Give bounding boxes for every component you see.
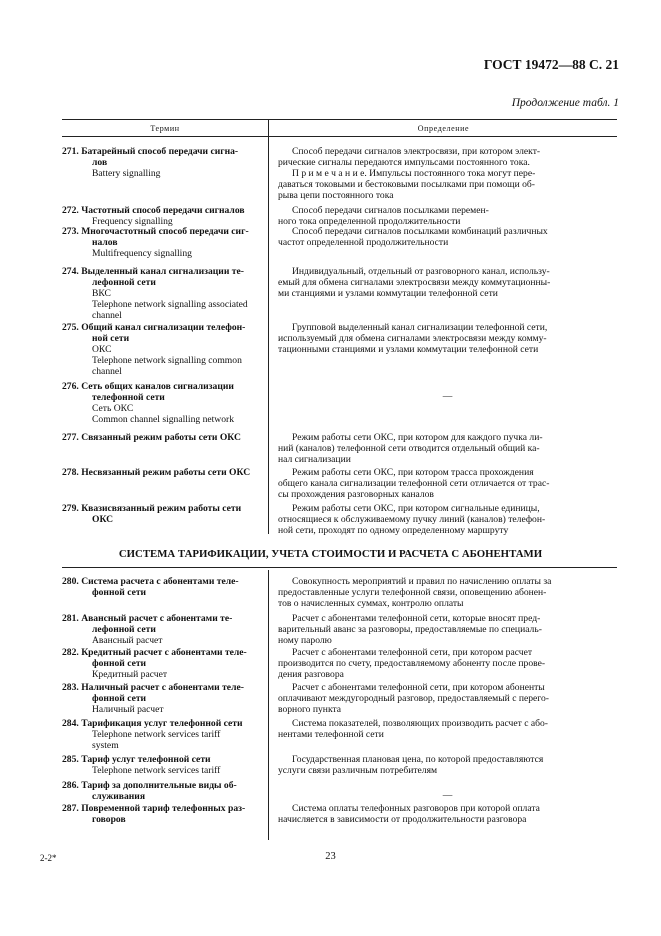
term-name-line: телефонной сети <box>92 392 165 403</box>
table-continuation-label: Продолжение табл. 1 <box>511 97 619 109</box>
term-name-line: 280. Система расчета с абонентами теле- <box>62 576 239 587</box>
definition-cell <box>278 226 617 248</box>
definition-line: ному паролю <box>278 635 332 646</box>
definition-line: дения разговора <box>278 669 344 680</box>
term-name-line: 284. Тарификация услуг телефонной сети <box>62 718 243 729</box>
term-synonym-line: ОКС <box>92 344 112 355</box>
page-number: 23 <box>325 851 336 862</box>
definition-cell <box>278 682 617 715</box>
definition-cell <box>278 322 617 355</box>
term-name-line: лов <box>92 157 108 168</box>
term-name-line: 277. Связанный режим работы сети ОКС <box>62 432 241 443</box>
term-cell <box>62 226 267 259</box>
definition-line: ний (каналов) телефонной сети отводится отдельный общий ка- <box>278 443 540 454</box>
term-synonym-line: Telephone network signalling common <box>92 355 242 366</box>
definition-line: предоставленные услуги телефонной связи, оповещению абонен- <box>278 587 547 598</box>
definition-line: общего канала сигнализации телефонной сети отличается от трас- <box>278 478 550 489</box>
term-cell <box>62 205 267 227</box>
definition-line: Государственная плановая цена, по которой предоставляются <box>292 754 544 765</box>
table-header-rule <box>62 136 617 137</box>
term-cell <box>62 718 267 751</box>
definition-line: сы прохождения разговорных каналов <box>278 489 434 500</box>
definition-cell <box>278 803 617 825</box>
section-table-top-rule <box>62 567 617 568</box>
term-name-line: фонной сети <box>92 693 147 704</box>
definition-cell <box>278 718 617 740</box>
definition-line: производится по счету, предоставляемому абоненту после прове- <box>278 658 546 669</box>
column-header-term: Термин <box>150 124 180 133</box>
definition-line: емый для обмена сигналами электросвязи между коммутационны- <box>278 277 551 288</box>
definition-line: Режим работы сети ОКС, при котором сигнальные единицы, <box>292 503 540 514</box>
term-synonym-line: Авансный расчет <box>92 635 163 646</box>
term-cell <box>62 432 267 443</box>
term-name-line: 271. Батарейный способ передачи сигна- <box>62 146 239 157</box>
definition-line: ного тока определенной продолжительности <box>278 216 461 227</box>
footer-signature-mark: 2-2* <box>40 853 57 863</box>
term-name-line: 272. Частотный способ передачи сигналов <box>62 205 245 216</box>
term-name-line: ОКС <box>92 514 114 525</box>
term-cell <box>62 146 267 179</box>
definition-cell <box>278 780 617 801</box>
term-name-line: фонной сети <box>92 587 147 598</box>
term-cell <box>62 322 267 377</box>
term-name-line: лефонной сети <box>92 624 156 635</box>
term-name-line: 283. Наличный расчет с абонентами теле- <box>62 682 244 693</box>
definition-line: Групповой выделенный канал сигнализации телефонной сети, <box>292 322 548 333</box>
definition-cell <box>278 754 617 776</box>
term-cell <box>62 613 267 646</box>
definition-line: Режим работы сети ОКС, при котором для каждого пучка ли- <box>292 432 543 443</box>
definition-line: услуги связи различным потребителям <box>278 765 438 776</box>
term-name-line: ной сети <box>92 333 130 344</box>
term-name-line: лефонной сети <box>92 277 156 288</box>
table-top-rule <box>62 119 617 120</box>
column-header-definition: Определение <box>417 124 470 133</box>
definition-line: рические сигналы передаются импульсами постоянного тока. <box>278 157 530 168</box>
definition-line: нентами телефонной сети <box>278 729 384 740</box>
definition-line: частот определенной продолжительности <box>278 237 449 248</box>
term-synonym-line: Сеть ОКС <box>92 403 134 414</box>
term-synonym-line: system <box>92 740 119 751</box>
term-synonym-line: Battery signalling <box>92 168 161 179</box>
term-synonym-line: Наличный расчет <box>92 704 164 715</box>
definition-cell <box>278 432 617 465</box>
term-cell <box>62 266 267 321</box>
term-cell <box>62 381 267 425</box>
definition-cell <box>278 467 617 500</box>
term-name-line: фонной сети <box>92 658 147 669</box>
term-name-line: говоров <box>92 814 126 825</box>
definition-line: оплачивают междугородный разговор, предоставляемый с перего- <box>278 693 549 704</box>
term-cell <box>62 780 267 802</box>
term-synonym-line: Multifrequency signalling <box>92 248 192 259</box>
definition-cell <box>278 647 617 680</box>
definition-line: ми станциями и узлами коммутации телефонной сети <box>278 288 498 299</box>
definition-line: Способ передачи сигналов электросвязи, при котором элект- <box>292 146 541 157</box>
term-name-line: налов <box>92 237 118 248</box>
definition-line: нал сигнализации <box>278 454 351 465</box>
column-divider-upper <box>268 119 269 534</box>
definition-line: Способ передачи сигналов посылками перемен- <box>292 205 489 216</box>
definition-cell <box>278 205 617 227</box>
definition-line: Совокупность мероприятий и правил по начислению оплаты за <box>292 576 552 587</box>
term-cell <box>62 647 267 680</box>
term-name-line: 279. Квазисвязанный режим работы сети <box>62 503 242 514</box>
definition-line: Способ передачи сигналов посылками комбинаций различных <box>292 226 548 237</box>
definition-line: — <box>442 790 453 801</box>
definition-line: даваться токовыми и бестоковыми посылками при помощи об- <box>278 179 535 190</box>
section-title: СИСТЕМА ТАРИФИКАЦИИ, УЧЕТА СТОИМОСТИ И РАСЧЕТА С АБОНЕНТАМИ <box>118 548 543 560</box>
definition-line: ной сети, проходят по одному определенному маршруту <box>278 525 509 536</box>
term-name-line: 273. Многочастотный способ передачи сиг- <box>62 226 249 237</box>
term-synonym-line: Кредитный расчет <box>92 669 168 680</box>
term-cell <box>62 503 267 525</box>
term-name-line: 275. Общий канал сигнализации телефон- <box>62 322 246 333</box>
definition-cell <box>278 266 617 299</box>
definition-cell <box>278 146 617 201</box>
term-name-line: 287. Повременной тариф телефонных раз- <box>62 803 246 814</box>
term-cell <box>62 576 267 598</box>
term-name-line: 278. Несвязанный режим работы сети ОКС <box>62 467 251 478</box>
definition-line: Расчет с абонентами телефонной сети, при котором расчет <box>292 647 533 658</box>
term-name-line: 276. Сеть общих каналов сигнализации <box>62 381 234 392</box>
definition-line: Индивидуальный, отдельный от разговорного канал, использу- <box>292 266 550 277</box>
definition-line: Расчет с абонентами телефонной сети, при котором абоненты <box>292 682 545 693</box>
term-cell <box>62 467 267 478</box>
term-synonym-line: Frequency signalling <box>92 216 173 227</box>
term-synonym-line: Telephone network services tariff <box>92 729 221 740</box>
definition-line: варительный аванс за разговоры, предоставляемые по специаль- <box>278 624 542 635</box>
definition-line: ворного пункта <box>278 704 342 715</box>
term-cell <box>62 754 267 776</box>
term-synonym-line: Telephone network services tariff <box>92 765 221 776</box>
definition-line: Система оплаты телефонных разговоров при которой оплата <box>292 803 540 814</box>
term-name-line: 274. Выделенный канал сигнализации те- <box>62 266 244 277</box>
term-synonym-line: Telephone network signalling associated <box>92 299 248 310</box>
definition-line: Система показателей, позволяющих производить расчет с або- <box>292 718 548 729</box>
term-synonym-line: channel <box>92 310 122 321</box>
definition-cell <box>278 613 617 646</box>
term-name-line: служивания <box>92 791 146 802</box>
definition-line: рыва цепи постоянного тока <box>278 190 394 201</box>
definition-cell <box>278 503 617 536</box>
term-cell <box>62 803 267 825</box>
definition-line: относящиеся к обслуживаемому пучку линий (каналов) телефон- <box>278 514 546 525</box>
definition-line: начисляется в зависимости от продолжительности разговора <box>278 814 527 825</box>
term-synonym-line: channel <box>92 366 122 377</box>
definition-line: П р и м е ч а н и е. Импульсы постоянного тока могут пере- <box>292 168 536 179</box>
definition-cell <box>278 576 617 609</box>
term-name-line: 285. Тариф услуг телефонной сети <box>62 754 211 765</box>
term-synonym-line: Common channel signalling network <box>92 414 235 425</box>
term-name-line: 286. Тариф за дополнительные виды об- <box>62 780 237 791</box>
term-name-line: 282. Кредитный расчет с абонентами теле- <box>62 647 247 658</box>
definition-line: тов о начисленных суммах, контролю оплаты <box>278 598 464 609</box>
definition-line: Режим работы сети ОКС, при котором трасса прохождения <box>292 467 534 478</box>
column-divider-lower <box>268 570 269 840</box>
term-cell <box>62 682 267 715</box>
definition-cell <box>278 381 617 402</box>
term-name-line: 281. Авансный расчет с абонентами те- <box>62 613 233 624</box>
term-synonym-line: ВКС <box>92 288 111 299</box>
definition-line: используемый для обмена сигналами электросвязи между комму- <box>278 333 547 344</box>
definition-line: тационными станциями и узлами коммутации телефонной сети <box>278 344 539 355</box>
definition-line: Расчет с абонентами телефонной сети, которые вносят пред- <box>292 613 541 624</box>
page-header-title: ГОСТ 19472—88 С. 21 <box>483 57 619 72</box>
definition-line: — <box>442 391 453 402</box>
